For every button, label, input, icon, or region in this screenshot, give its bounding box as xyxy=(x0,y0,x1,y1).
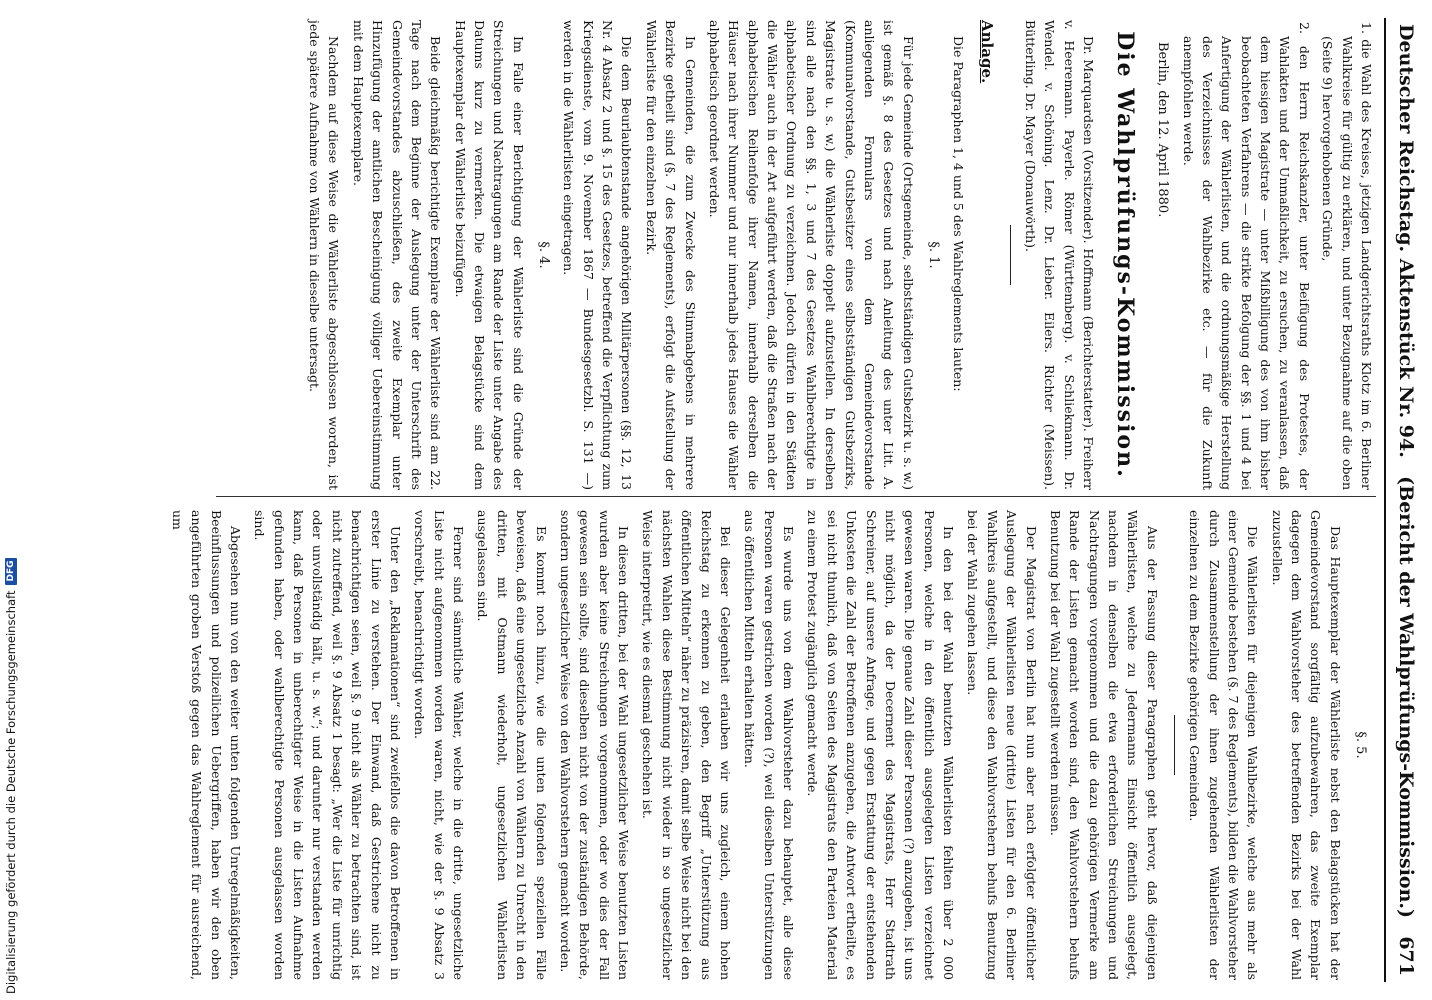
paragraph: Für jede Gemeinde (Ortsgemeinde, selbstständigen Gutsbezirk u. s. w.) ist gemäß §. 8 des Gesetzes und nach Anleitung des unter Litt. A. anliegenden Formulars von dem Gemeindevorstande (Kommunalvorstande, Gutsbesitzer eines selbstständigen Gutsbezirks, Magistrate u. s. w.) die Wählerliste doppelt aufzustellen. In derselben sind alle nach den §§. 1, 3 und 7 des Gesetzes Wahlberechtigte in alphabetischer Ordnung zu verzeichnen. Jedoch dürfen in den Städten die Wähler auch in der Art aufgeführt werden, daß die Straßen nach der alphabetischen Reihenfolge ihrer Namen, innerhalb derselben die Häuser nach ihrer Nummer und nur innerhalb jedes Hauses die Wähler alphabetisch geordnet werden. xyxy=(707,20,916,490)
column-divider xyxy=(216,496,1376,497)
paragraph: Es kommt noch hinzu, wie die unten folgenden speziellen Fälle beweisen, daß eine ungesetzliche Anzahl von Wählern zu Unrecht in den dritten, mit Ostmann wiederholt, ungesetzlichen Wählerlisten ausgelassen sind. xyxy=(475,510,549,980)
paragraph: In diesen dritten, bei der Wahl ungesetzlicher Weise benutzten Listen wurden aber keine Streichungen vorgenommen, oder wo dies der Fall gewesen sein sollte, sind dieselben nicht von der zuständigen Behörde, sondern ungesetzlicher Weise von den Wahlvorstehern gemacht worden. xyxy=(557,510,632,980)
header-center: (Bericht der Wahlprüfungs-Kommission.) xyxy=(1395,476,1417,919)
divider-rule xyxy=(1174,715,1175,775)
dfg-logo: DFG xyxy=(5,558,17,585)
paragraph: Das Hauptexemplar der Wählerliste nebst den Belagstücken hat der Gemeindevorstand sorgfältig aufzubewahren, das zweite Exemplar dagegen dem Wahlvorsteher des betreffenden Bezirks bei der Wahl zuzustellen. xyxy=(1269,510,1343,980)
page-number: 671 xyxy=(1395,936,1417,976)
left-column xyxy=(216,20,1376,490)
right-column xyxy=(169,510,1376,980)
paragraph: In Gemeinden, die zum Zwecke des Stimmabgebens in mehrere Bezirke getheilt sind (§. 7 des Reglements), erfolgt die Aufstellung der Wählerliste für den einzelnen Bezirk. xyxy=(643,20,698,490)
paragraph: Beide gleichmäßig berichtigte Exemplare der Wählerliste sind am 22. Tage nach dem Beginne der Auslegung unter der Unterschrift des Gemeindevorstandes abzuschließen, des zweite Exemplar unter Hinzufügung der amtlichen Bescheinigung völliger Uebereinstimmung mit dem Hauptexemplare. xyxy=(350,20,444,490)
resolution-item-2: 2. den Herrn Reichskanzler, unter Beifügung des Protestes, der Wahlakten und der Unmaßlichkeit, zu ersuchen, zu veranlassen, daß dem hiesigen Magistrate — unter Mißbilligung des von ihm bisher beobachteten Verfahrens — die strikte Befolgung der §§. 1 und 4 bei Anfertigung der Wählerlisten, und die ordnungsmäßige Herstellung des Verzeichnisses der Wahlbezirke etc. — für die Zukunft anempfohlen werde. xyxy=(1180,22,1312,490)
date-line: Berlin, den 12. April 1880. xyxy=(1155,42,1171,218)
paragraph: Nachdem auf diese Weise die Wählerliste abgeschlossen worden, ist jede spätere Aufnahme von Wählern in dieselbe untersagt. xyxy=(307,20,342,490)
page-header xyxy=(1384,18,1426,982)
paragraph: Die dem Beurlaubtenstande angehörigen Militärpersonen (§§. 12, 13 Nr. 4 Absatz 2 und §. 15 des Gesetzes, betreffend die Verpflichtung zum Kriegsdienste, vom 9. November 1867 — Bundesgesetzbl. S. 131 —) werden in die Wählerlisten eingetragen. xyxy=(561,20,635,490)
scanned-page xyxy=(132,0,1432,1000)
paragraph: Unter den „Reklamationen“ sind zweifellos die davon Betroffenen in erster Linie zu verstehen. Der Einwand, daß Gestrichene nicht zu benachrichtigen seien, weil §. 9 nicht als Wähler zu betrachten sind, ist nicht zutreffend, weil §. 9 Absatz 1 besagt: „Wer die Liste für unrichtig oder unvollständig hält, u. s. w.“; und darunter nur verstanden werden kann, daß Personen in unberechtigter Weise in die Listen Aufnahme gefunden haben, oder wahlberechtigte Personen ausgelassen worden sind. xyxy=(252,510,403,980)
paragraph: In den bei der Wahl benutzten Wählerlisten fehlten über 2 000 Personen, welche in den öffentlich ausgelegten Listen verzeichnet gewesen waren. Die genaue Zahl dieser Personen (?) anzugeben, ist uns nicht möglich, da der Decernent des Magistrats, Herr Stadtrath Schreiner, auf unsere Anfrage, und gegen Erstattung der entstehenden Unkosten die Zahl der Betroffenen anzugeben, die Antwort ertheilte, es sei nicht thunlich, daß von Seiten des Magistrats den Parteien Material zu einem Protest zugänglich gemacht werde. xyxy=(805,510,957,980)
paragraph: Im Falle einer Berichtigung der Wählerliste sind die Gründe der Streichungen und Nachtragungen am Rande der Liste unter Angabe des Datums kurz zu vermerken. Die etwaigen Belagstücke sind dem Hauptexemplar der Wählerliste beizufügen. xyxy=(452,20,526,490)
paragraph: Ferner sind sämmtliche Wähler, welche in die dritte, ungesetzliche Liste nicht aufgenommen worden waren, nicht, wie der §. 9 Absatz 3 vorschreibt, benachrichtigt worden. xyxy=(412,510,467,980)
header-left: Deutscher Reichstag. Aktenstück Nr. 94. xyxy=(1395,24,1417,458)
divider-rule xyxy=(1010,225,1011,285)
commission-title: Die Wahlprüfungs-Kommission. xyxy=(1112,31,1139,479)
paragraph: Die Wählerlisten für diejenigen Wahlbezirke, welche aus mehr als einer Gemeinde bestehen (§. 7 des Reglements), bilden die Wahlvorsteher durch Zusammenstellung der ihnen zugehenden Wählerlisten der einzelnen zu dem Bezirke gehörigen Gemeinden. xyxy=(1187,510,1261,980)
footer-text: Digitalisierung gefördert durch die Deutsche Forschungsgemeinschaft xyxy=(4,590,18,994)
resolution-item-1: 1. die Wahl des Kreises, jetzigen Landgerichtsraths Klotz im 6. Berliner Wahlkreise für gültig zu erklären, und unter Bezugnahme auf die oben (Seite 9) hervorgehobenen Gründe, xyxy=(1320,22,1374,490)
paragraph: Bei dieser Gelegenheit erlauben wir uns zugleich, einem hohen Reichstag zu erkennen zu geben, den Begriff „Unterstützung aus öffentlichen Mitteln“ näher zu präzisiren, damit selbe Weise nicht bei den nächsten Wahlen diese Bestimmung nicht wieder in so ungesetzlicher Weise interpretirt, wie es diesmal geschehen ist. xyxy=(640,510,733,980)
paragraph: Der Magistrat von Berlin hat nun aber nach erfolgter öffentlicher Auslegung der Wählerlisten neue (dritte) Listen für den 6. Berliner Wahlkreis aufgestellt, und diese den Wahlvorstehern behufs Benutzung bei der Wahl zugehen lassen. xyxy=(965,510,1039,980)
section-heading: §. 5. xyxy=(1353,731,1368,759)
paragraph: Aus der Fassung dieser Paragraphen geht hervor, daß diejenigen Wählerlisten, welche zu Jedermanns Einsicht öffentlich ausgelegt, nachdem in denselben die etwa erforderlichen Streichungen und Nachtragungen vorgenommen und die dazu gehörigen Vermerke am Rande der Listen gemacht worden sind, den Wahlvorstehern behufs Benutzung bei der Wahl zugestellt werden müssen. xyxy=(1047,510,1160,980)
section-heading: §. 1. xyxy=(925,241,941,269)
anlage-intro: Die Paragraphen 1, 4 und 5 des Wahlreglements lauten: xyxy=(951,36,967,392)
paragraph: Abgesehen nun von den weiter unten folgenden Unregelmäßigkeiten, Beeinflussungen und polizeilichen Uebergriffen, haben wir den oben angeführten groben Verstoß gegen das Wahlreglement für ausreichend, um xyxy=(169,510,243,980)
digitization-footer xyxy=(4,558,18,994)
commission-members: Dr. Marquardsen (Vorsitzender). Hoffmann (Berichterstatter). Freiherr v. Heeremann. Payerle. Römer (Württemberg). v. Schliekmann. Dr. Wendel. v. Schöning. Lenz. Dr. Lieber. Eilers. Richter (Meissen). Bütterling. Dr. Mayer (Donauwörth). xyxy=(1022,20,1097,490)
section-heading: §. 4. xyxy=(536,241,551,269)
paragraph: Es wurde uns von dem Wahlvorsteher dazu behauptet, alle diese Personen waren gestrichen worden (?), weil dieselben Unterstützungen aus öffentlichen Mitteln erhalten hätten. xyxy=(742,510,797,980)
anlage-heading: Anlage. xyxy=(977,20,996,84)
